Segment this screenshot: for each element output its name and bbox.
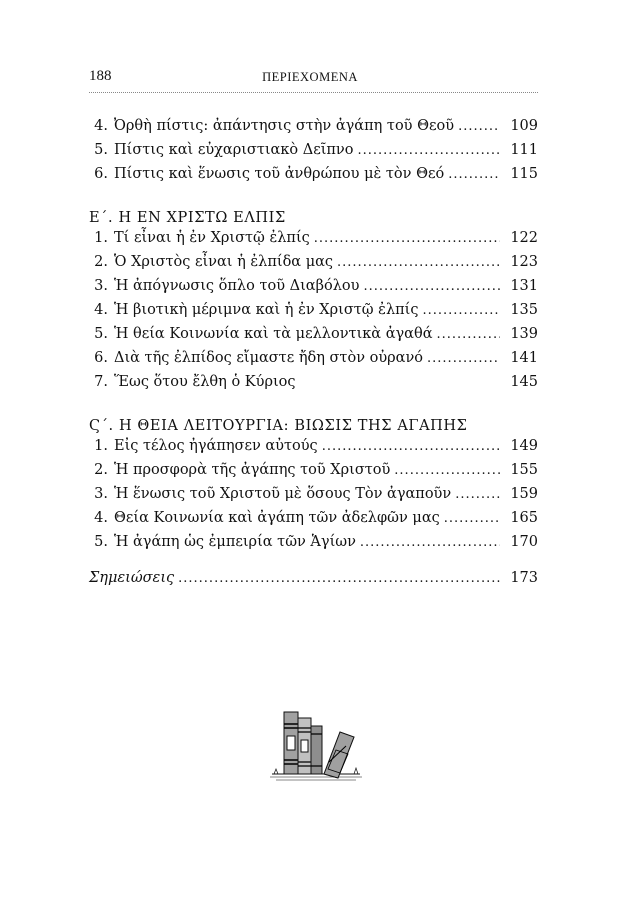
dot-leader xyxy=(363,279,500,294)
entry-number: 4. xyxy=(94,302,108,318)
toc-entry-notes xyxy=(89,570,538,594)
entry-page: 149 xyxy=(510,438,538,454)
toc-entry xyxy=(89,350,538,374)
toc-entry xyxy=(89,486,538,510)
dot-leader xyxy=(455,487,500,502)
toc-entry xyxy=(89,462,538,486)
entry-title: Ὀρθὴ πίστις: ἀπάντησις στὴν ἀγάπη τοῦ Θεοῦ xyxy=(114,118,455,134)
entry-page: 135 xyxy=(510,302,538,318)
entry-title: Ἕως ὅτου ἔλθη ὁ Κύριος xyxy=(114,374,296,390)
dot-leader xyxy=(322,439,500,454)
entry-page: 159 xyxy=(510,486,538,502)
entry-number: 4. xyxy=(94,118,108,134)
dot-leader xyxy=(337,255,500,270)
dot-leader xyxy=(314,231,500,246)
entry-number: 6. xyxy=(94,166,108,182)
entry-page: 115 xyxy=(510,166,538,182)
toc-entry xyxy=(89,374,538,398)
entry-title: Ἡ ἕνωσις τοῦ Χριστοῦ μὲ ὅσους Τὸν ἀγαποῦν xyxy=(114,486,452,502)
entry-number: 3. xyxy=(94,486,108,502)
entry-title: Ἡ ἀπόγνωσις ὅπλο τοῦ Διαβόλου xyxy=(114,278,360,294)
entry-number: 2. xyxy=(94,462,108,478)
entry-page: 122 xyxy=(510,230,538,246)
toc-entry xyxy=(89,142,538,166)
entry-page: 170 xyxy=(510,534,538,550)
entry-number: 3. xyxy=(94,278,108,294)
dot-leader xyxy=(436,327,500,342)
books-vignette-icon xyxy=(266,702,366,782)
header-rule xyxy=(89,92,538,93)
toc-entry xyxy=(89,438,538,462)
entry-number: 6. xyxy=(94,350,108,366)
page-number: 188 xyxy=(89,68,112,84)
entry-title: Διὰ τῆς ἐλπίδος εἴμαστε ἤδη στὸν οὐρανό xyxy=(114,350,424,366)
entry-title: Πίστις καὶ ἕνωσις τοῦ ἀνθρώπου μὲ τὸν Θεό xyxy=(114,166,445,182)
entry-number: 5. xyxy=(94,534,108,550)
entry-page: 141 xyxy=(510,350,538,366)
entry-number: 5. xyxy=(94,326,108,342)
entry-number: 2. xyxy=(94,254,108,270)
section-heading-e: Ε΄. Η ΕΝ ΧΡΙΣΤΩ ΕΛΠΙΣ xyxy=(89,210,286,226)
entry-page: 111 xyxy=(510,142,538,158)
entry-title: Ὁ Χριστὸς εἶναι ἡ ἐλπίδα μας xyxy=(114,254,334,270)
entry-title: Ἡ ἀγάπη ὡς ἐμπειρία τῶν Ἁγίων xyxy=(114,534,356,550)
entry-page: 165 xyxy=(510,510,538,526)
entry-page: 155 xyxy=(510,462,538,478)
table-of-contents xyxy=(89,118,538,594)
entry-number: 7. xyxy=(94,374,108,390)
dot-leader xyxy=(360,535,500,550)
toc-entry xyxy=(89,166,538,190)
entry-title: Θεία Κοινωνία καὶ ἀγάπη τῶν ἀδελφῶν μας xyxy=(114,510,440,526)
entry-title: Τί εἶναι ἡ ἐν Χριστῷ ἐλπίς xyxy=(114,230,310,246)
toc-entry xyxy=(89,302,538,326)
toc-entry xyxy=(89,534,538,558)
dot-leader xyxy=(444,511,500,526)
toc-entry xyxy=(89,230,538,254)
entry-number: 1. xyxy=(94,230,108,246)
dot-leader xyxy=(357,143,500,158)
entry-title: Εἰς τέλος ἠγάπησεν αὐτούς xyxy=(114,438,318,454)
entry-title: Πίστις καὶ εὐχαριστιακὸ Δεῖπνο xyxy=(114,142,354,158)
entry-number: 4. xyxy=(94,510,108,526)
entry-page: 145 xyxy=(510,374,538,390)
section-heading-st: Ϛ΄. Η ΘΕΙΑ ΛΕΙΤΟΥΡΓΙΑ: ΒΙΩΣΙΣ ΤΗΣ ΑΓΑΠΗΣ xyxy=(89,418,468,434)
dot-leader xyxy=(423,303,501,318)
entry-page: 139 xyxy=(510,326,538,342)
notes-title: Σημειώσεις xyxy=(89,570,175,586)
running-head: ΠΕΡΙΕΧΟΜΕΝΑ xyxy=(262,70,358,84)
entry-page: 109 xyxy=(510,118,538,134)
entry-page: 131 xyxy=(510,278,538,294)
dot-leader xyxy=(458,119,500,134)
dot-leader xyxy=(178,571,500,586)
entry-title: Ἡ θεία Κοινωνία καὶ τὰ μελλοντικὰ ἀγαθά xyxy=(114,326,433,342)
entry-title: Ἡ βιοτικὴ μέριμνα καὶ ἡ ἐν Χριστῷ ἐλπίς xyxy=(114,302,419,318)
entry-page: 123 xyxy=(510,254,538,270)
entry-number: 5. xyxy=(94,142,108,158)
toc-entry xyxy=(89,326,538,350)
notes-page: 173 xyxy=(510,570,538,586)
toc-entry xyxy=(89,278,538,302)
toc-entry xyxy=(89,118,538,142)
toc-entry xyxy=(89,254,538,278)
toc-entry xyxy=(89,510,538,534)
dot-leader xyxy=(448,167,500,182)
dot-leader xyxy=(394,463,500,478)
dot-leader xyxy=(427,351,500,366)
entry-number: 1. xyxy=(94,438,108,454)
entry-title: Ἡ προσφορὰ τῆς ἀγάπης τοῦ Χριστοῦ xyxy=(114,462,391,478)
